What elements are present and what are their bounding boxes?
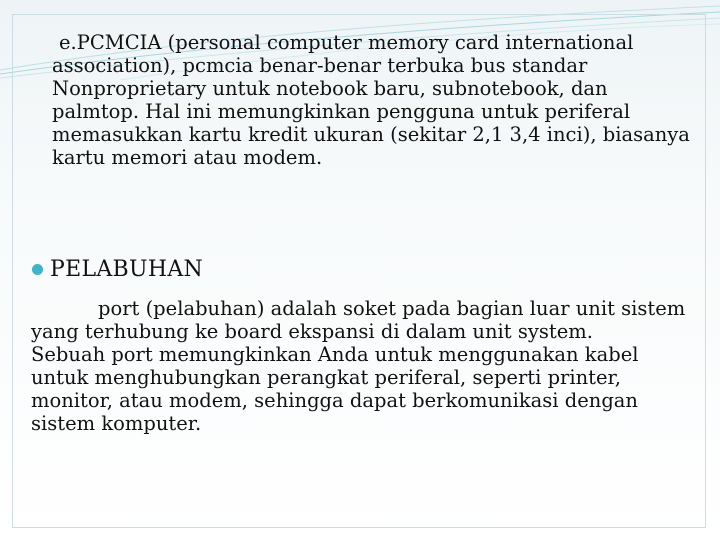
pcmcia-paragraph <box>52 31 692 169</box>
port-usage: Sebuah port memungkinkan Anda untuk menggunakan kabel untuk menghubungkan perangkat periferal, seperti printer, monitor, atau modem, sehingga dapat berkomunikasi dengan sistem komputer. <box>31 343 639 435</box>
bullet-heading: PELABUHAN <box>50 257 204 282</box>
bullet-item-pelabuhan <box>32 257 203 282</box>
port-paragraph <box>31 297 701 435</box>
pcmcia-paragraph-rest: association), pcmcia benar-benar terbuka bus standar Nonproprietary untuk notebook baru, subnotebook, dan palmtop. Hal ini memungkinkan pengguna untuk periferal memasukkan kartu kredit ukuran (sekitar 2,1 3,4 inci), biasanya kartu memori atau modem. <box>52 54 690 169</box>
pcmcia-paragraph-first-line: e.PCMCIA (personal computer memory card international <box>59 31 634 54</box>
port-definition: port (pelabuhan) adalah soket pada bagian luar unit sistem yang terhubung ke board ekspansi di dalam unit system. <box>31 297 686 343</box>
bullet-icon <box>32 264 43 275</box>
